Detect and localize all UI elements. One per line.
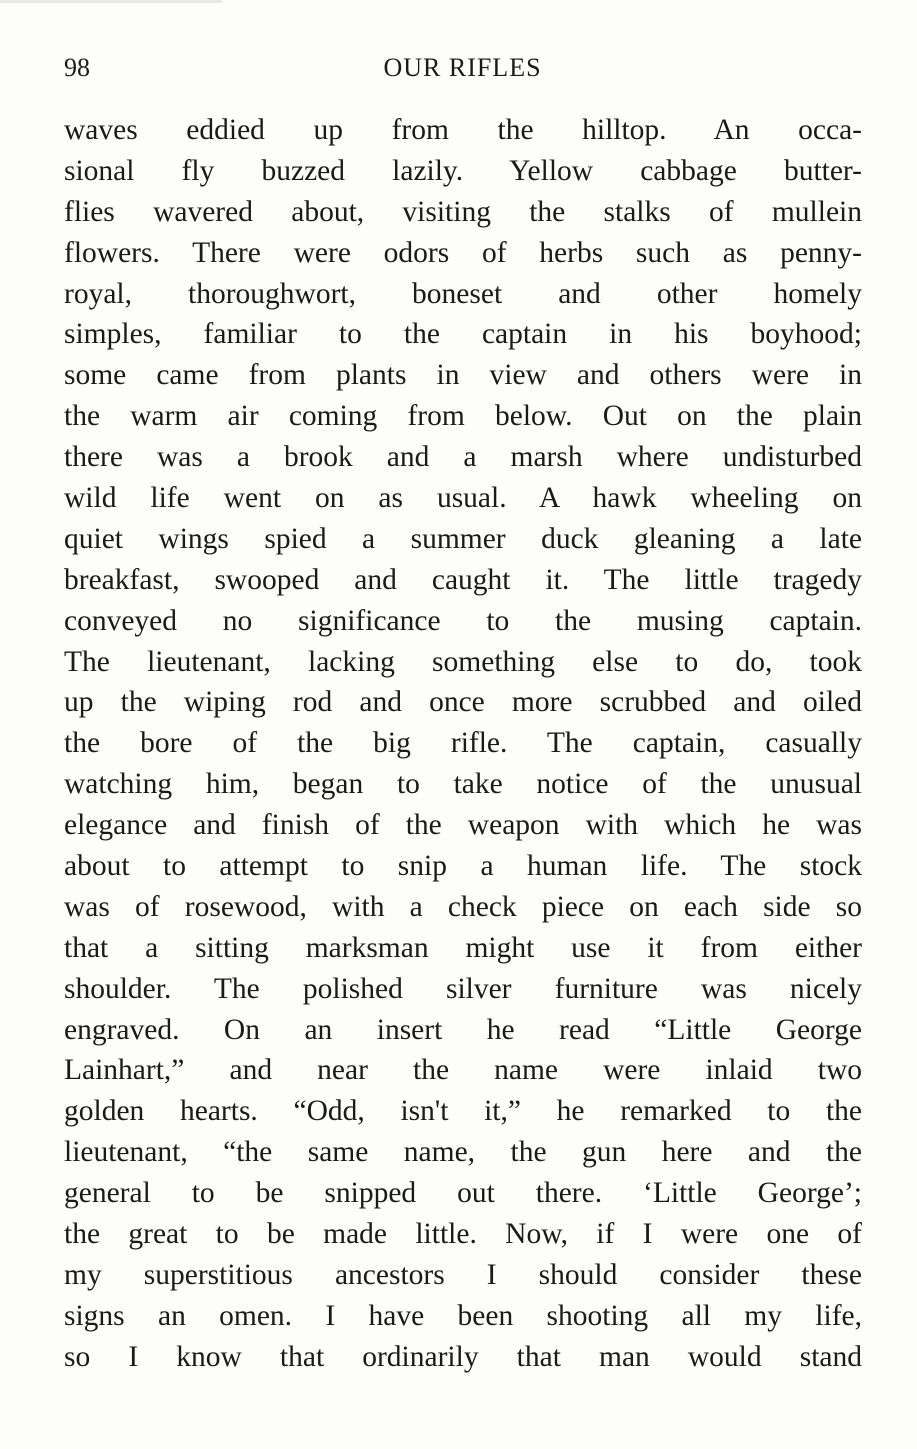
page-number: 98 — [64, 53, 90, 82]
text-line: general to be snipped out there. ‘Little George’; — [64, 1177, 862, 1210]
text-line: up the wiping rod and once more scrubbed and oiled — [64, 686, 862, 719]
text-line: Lainhart,” and near the name were inlaid two — [64, 1054, 862, 1087]
running-head: OUR RIFLES — [383, 53, 542, 82]
text-line: my superstitious ancestors I should consider these — [64, 1258, 862, 1291]
text-line: waves eddied up from the hilltop. An occa- — [64, 114, 862, 146]
text-line: elegance and finish of the weapon with which he was — [64, 809, 862, 842]
scan-edge-mark — [0, 0, 917, 3]
text-line: watching him, began to take notice of the unusual — [64, 768, 862, 801]
text-line: sional fly buzzed lazily. Yellow cabbage butter- — [64, 154, 862, 187]
text-line: golden hearts. “Odd, isn't it,” he remarked to the — [64, 1095, 862, 1128]
text-line: engraved. On an insert he read “Little George — [64, 1013, 862, 1046]
text-line: simples, familiar to the captain in his boyhood; — [64, 318, 862, 351]
text-line: quiet wings spied a summer duck gleaning a late — [64, 522, 862, 555]
text-line: some came from plants in view and others were in — [64, 359, 862, 392]
text-line: was of rosewood, with a check piece on each side so — [64, 890, 862, 923]
text-line: shoulder. The polished silver furniture was nicely — [64, 972, 862, 1005]
text-line: the great to be made little. Now, if I were one of — [64, 1218, 862, 1251]
text-line: royal, thoroughwort, boneset and other homely — [64, 277, 862, 310]
body-text — [64, 110, 862, 1378]
text-line: lieutenant, “the same name, the gun here and the — [64, 1136, 862, 1169]
text-line: flowers. There were odors of herbs such as penny- — [64, 236, 862, 269]
text-line: that a sitting marksman might use it from either — [64, 931, 862, 964]
text-line: wild life went on as usual. A hawk wheeling on — [64, 482, 862, 515]
text-line: flies wavered about, visiting the stalks of mullein — [64, 195, 862, 228]
text-line: The lieutenant, lacking something else to do, took — [64, 645, 862, 678]
text-line: signs an omen. I have been shooting all my life, — [64, 1299, 862, 1332]
text-line: conveyed no significance to the musing captain. — [64, 604, 862, 637]
page-header — [64, 50, 861, 86]
text-line: the warm air coming from below. Out on the plain — [64, 400, 862, 433]
text-line: about to attempt to snip a human life. The stock — [64, 850, 862, 883]
text-line: there was a brook and a marsh where undisturbed — [64, 441, 862, 474]
text-line: breakfast, swooped and caught it. The little tragedy — [64, 563, 862, 596]
text-line: so I know that ordinarily that man would stand — [64, 1340, 862, 1373]
text-line: the bore of the big rifle. The captain, casually — [64, 727, 862, 760]
